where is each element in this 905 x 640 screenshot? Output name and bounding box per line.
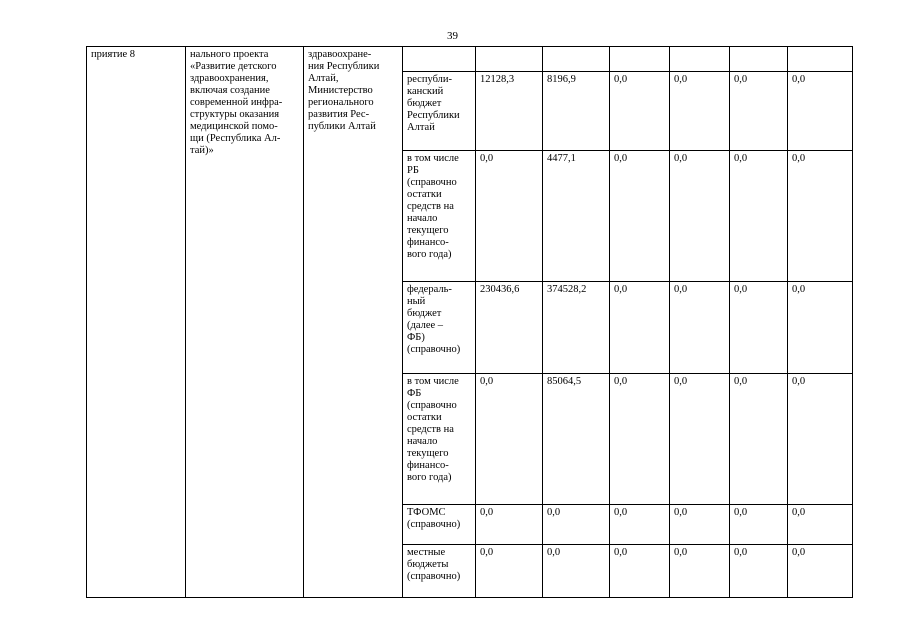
empty-cell <box>788 47 853 72</box>
funding-source-cell: в том числе РБ (справочно остатки средств на начало текущего финансо- вого года) <box>403 151 476 282</box>
value-cell: 0,0 <box>730 282 788 374</box>
value-cell: 0,0 <box>543 545 610 598</box>
activity-number-cell: приятие 8 <box>87 47 186 598</box>
value-cell: 0,0 <box>610 72 670 151</box>
value-cell: 0,0 <box>610 505 670 545</box>
value-cell: 0,0 <box>670 151 730 282</box>
value-cell: 0,0 <box>788 151 853 282</box>
value-cell: 0,0 <box>610 282 670 374</box>
funding-source-cell: федераль- ный бюджет (далее – ФБ) (справочно) <box>403 282 476 374</box>
funding-source-cell: ТФОМС (справочно) <box>403 505 476 545</box>
value-cell: 0,0 <box>670 282 730 374</box>
value-cell: 0,0 <box>610 545 670 598</box>
value-cell: 8196,9 <box>543 72 610 151</box>
value-cell: 0,0 <box>476 545 543 598</box>
responsible-executor-cell: здравоохране- ния Республики Алтай, Министерство регионального развития Рес- публики Алтай <box>304 47 403 598</box>
value-cell: 0,0 <box>670 545 730 598</box>
value-cell: 0,0 <box>670 505 730 545</box>
empty-cell <box>476 47 543 72</box>
funding-table <box>86 46 853 598</box>
value-cell: 0,0 <box>730 505 788 545</box>
value-cell: 0,0 <box>788 282 853 374</box>
value-cell: 0,0 <box>788 545 853 598</box>
empty-cell <box>610 47 670 72</box>
value-cell: 0,0 <box>476 505 543 545</box>
value-cell: 0,0 <box>730 545 788 598</box>
funding-source-cell: в том числе ФБ (справочно остатки средств на начало текущего финансо- вого года) <box>403 374 476 505</box>
value-cell: 0,0 <box>730 374 788 505</box>
value-cell: 374528,2 <box>543 282 610 374</box>
funding-source-cell: местные бюджеты (справочно) <box>403 545 476 598</box>
value-cell: 0,0 <box>670 72 730 151</box>
value-cell: 0,0 <box>610 151 670 282</box>
value-cell: 0,0 <box>788 374 853 505</box>
empty-cell <box>403 47 476 72</box>
value-cell: 0,0 <box>476 374 543 505</box>
value-cell: 12128,3 <box>476 72 543 151</box>
value-cell: 0,0 <box>476 151 543 282</box>
empty-cell <box>670 47 730 72</box>
value-cell: 0,0 <box>788 72 853 151</box>
table-row <box>87 47 853 72</box>
value-cell: 0,0 <box>788 505 853 545</box>
empty-cell <box>543 47 610 72</box>
value-cell: 0,0 <box>730 151 788 282</box>
funding-source-cell: республи- канский бюджет Республики Алтай <box>403 72 476 151</box>
project-name-cell: нального проекта «Развитие детского здравоохранения, включая создание современной инфра- структуры оказания медицинской помо- щи (Республика Ал- тай)» <box>186 47 304 598</box>
value-cell: 85064,5 <box>543 374 610 505</box>
value-cell: 0,0 <box>543 505 610 545</box>
value-cell: 4477,1 <box>543 151 610 282</box>
value-cell: 0,0 <box>730 72 788 151</box>
value-cell: 230436,6 <box>476 282 543 374</box>
value-cell: 0,0 <box>670 374 730 505</box>
page-number: 39 <box>447 30 458 42</box>
empty-cell <box>730 47 788 72</box>
value-cell: 0,0 <box>610 374 670 505</box>
